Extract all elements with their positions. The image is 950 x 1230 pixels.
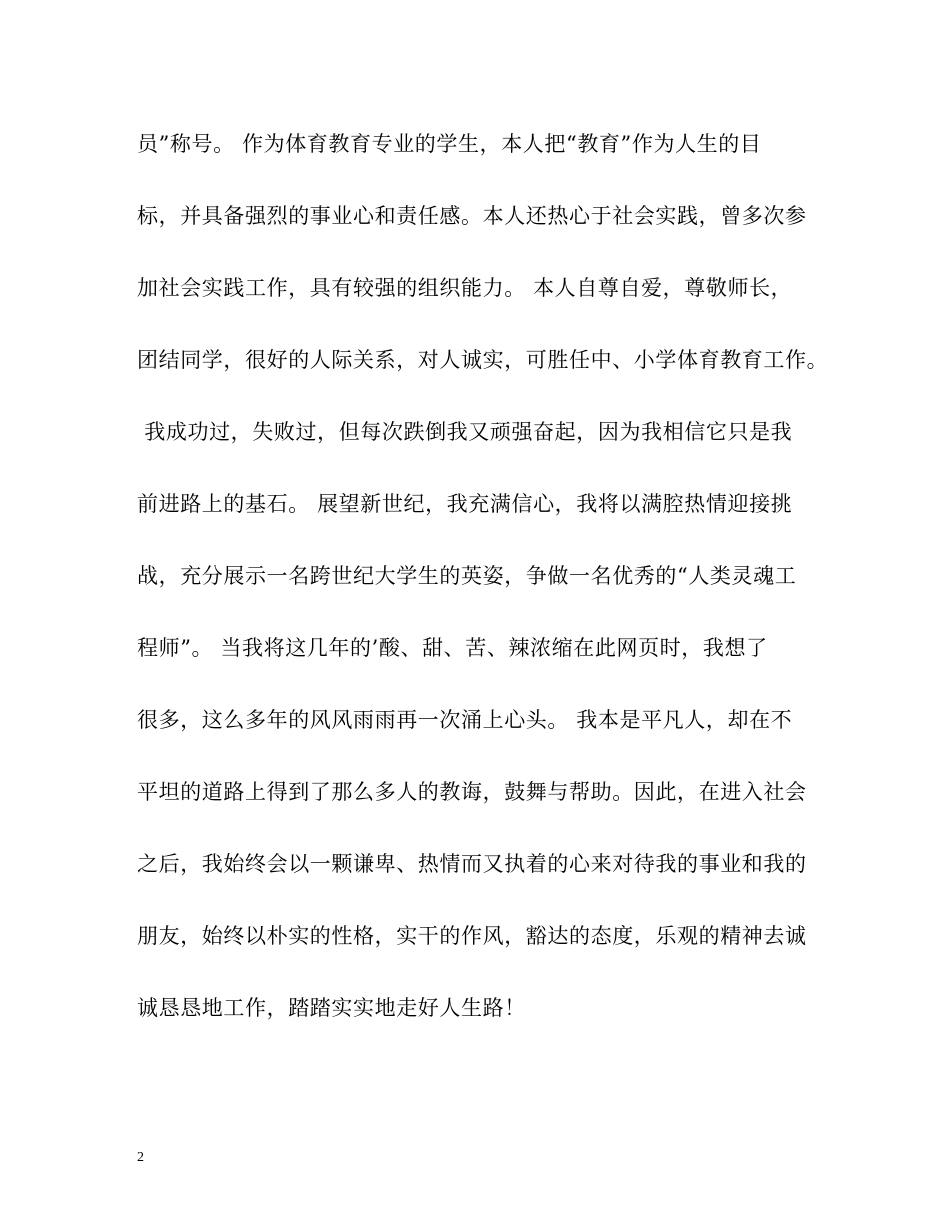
text-line: 很多，这么多年的风风雨雨再一次涌上心头。 我本是平凡人，却在不 (137, 708, 793, 732)
text-line: 员”称号。 作为体育教育专业的学生，本人把“教育”作为人生的目 (137, 132, 762, 156)
text-line: 前进路上的基石。 展望新世纪，我充满信心，我将以满腔热情迎接挑 (137, 492, 793, 516)
text-line: 平坦的道路上得到了那么多人的教诲，鼓舞与帮助。因此，在进入社会 (137, 780, 807, 804)
text-line: 之后，我始终会以一颗谦卑、热情而又执着的心来对待我的事业和我的 (137, 852, 807, 876)
text-line: 程师”。 当我将这几年的’酸、甜、苦、辣浓缩在此网页时，我想了 (137, 636, 768, 660)
text-line: 朋友，始终以朴实的性格，实干的作风，豁达的态度，乐观的精神去诚 (137, 924, 807, 948)
body-text (137, 126, 837, 1062)
page-number: 2 (137, 1150, 144, 1165)
text-line: 诚恳恳地工作，踏踏实实地走好人生路！ (137, 996, 526, 1020)
text-line: 加社会实践工作，具有较强的组织能力。 本人自尊自爱，尊敬师长， (137, 276, 793, 300)
text-line: 我成功过，失败过，但每次跌倒我又顽强奋起，因为我相信它只是我 (137, 420, 793, 444)
text-line: 团结同学，很好的人际关系，对人诚实，可胜任中、小学体育教育工作。 (137, 348, 829, 372)
text-line: 标，并具备强烈的事业心和责任感。本人还热心于社会实践，曾多次参 (137, 204, 807, 228)
text-line: 战，充分展示一名跨世纪大学生的英姿，争做一名优秀的“人类灵魂工 (137, 564, 797, 588)
